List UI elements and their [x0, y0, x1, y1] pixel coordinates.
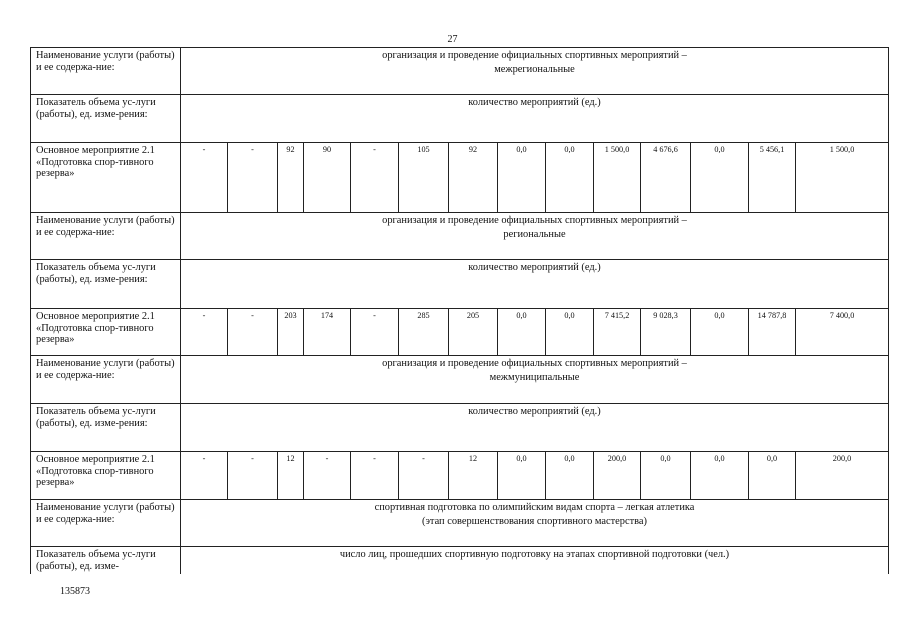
value-cell: - [399, 452, 449, 499]
indicator-label: Показатель объема ус-луги (работы), ед. изме- [31, 547, 181, 574]
value-cell: 203 [278, 309, 304, 355]
value-cell: - [304, 452, 351, 499]
service-name-row [31, 500, 888, 547]
service-name-label: Наименование услуги (работы) и ее содержа-ние: [31, 500, 181, 546]
value-cell: 285 [399, 309, 449, 355]
service-name-row [31, 356, 888, 404]
indicator-row [31, 547, 888, 574]
value-cell: 14 787,8 [749, 309, 796, 355]
value-cell: 1 500,0 [829, 145, 855, 154]
service-name-row [31, 213, 888, 260]
value-cell: - [351, 143, 399, 212]
services-table [30, 47, 889, 574]
value-cell: 92 [449, 143, 498, 212]
indicator-label: Показатель объема ус-луги (работы), ед. изме-рения: [31, 95, 181, 142]
value-cell: 5 456,1 [749, 143, 796, 212]
value-cell: - [351, 309, 399, 355]
service-name-label: Наименование услуги (работы) и ее содержа-ние: [31, 356, 181, 403]
value-cell: - [181, 309, 228, 355]
data-row [31, 452, 888, 500]
value-cell: 0,0 [691, 309, 749, 355]
page-number: 27 [447, 34, 458, 45]
indicator-label: Показатель объема ус-луги (работы), ед. изме-рения: [31, 260, 181, 308]
indicator-row [31, 260, 888, 309]
value-cell: 92 [278, 143, 304, 212]
value-cell: 1 500,0 [594, 143, 641, 212]
activity-label: Основное мероприятие 2.1 «Подготовка спор-тивного резерва» [31, 143, 181, 212]
indicator-value: число лиц, прошедших спортивную подготовку на этапах спортивной подготовки (чел.) [339, 549, 730, 560]
indicator-value: количество мероприятий (ед.) [468, 97, 601, 108]
value-cell: 0,0 [498, 452, 546, 499]
service-name-label: Наименование услуги (работы) и ее содержа-ние: [31, 213, 181, 259]
indicator-row [31, 95, 888, 143]
service-name-value: спортивная подготовка по олимпийским видам спорта – легкая атлетика (этап совершенствования спортивного мастерства) [374, 502, 695, 527]
value-cell: - [228, 452, 278, 499]
value-cell: 0,0 [749, 452, 796, 499]
service-name-value: организация и проведение официальных спортивных мероприятий – межрегиональные [382, 50, 687, 75]
value-cell: 0,0 [546, 309, 594, 355]
value-cell: 90 [304, 143, 351, 212]
value-cell: 7 400,0 [829, 311, 855, 320]
value-cell: 200,0 [832, 454, 852, 463]
value-cell: 0,0 [641, 452, 691, 499]
value-cell: 7 415,2 [594, 309, 641, 355]
service-name-value: организация и проведение официальных спортивных мероприятий – межмуниципальные [382, 358, 687, 383]
indicator-row [31, 404, 888, 452]
value-cell: 174 [304, 309, 351, 355]
activity-label: Основное мероприятие 2.1 «Подготовка спор-тивного резерва» [31, 309, 181, 355]
service-name-label: Наименование услуги (работы) и ее содержа-ние: [31, 48, 181, 94]
document-id: 135873 [60, 586, 90, 597]
indicator-value: количество мероприятий (ед.) [468, 406, 601, 417]
data-row [31, 309, 888, 356]
value-cell: 9 028,3 [641, 309, 691, 355]
value-cell: - [228, 143, 278, 212]
value-cell: 0,0 [498, 143, 546, 212]
value-cell: 12 [449, 452, 498, 499]
activity-label: Основное мероприятие 2.1 «Подготовка спор-тивного резерва» [31, 452, 181, 499]
indicator-label: Показатель объема ус-луги (работы), ед. изме-рения: [31, 404, 181, 451]
value-cell: - [351, 452, 399, 499]
value-cell: - [181, 452, 228, 499]
value-cell: 0,0 [498, 309, 546, 355]
value-cell: 0,0 [691, 452, 749, 499]
service-name-value: организация и проведение официальных спортивных мероприятий – региональные [382, 215, 687, 240]
data-row [31, 143, 888, 213]
value-cell: 0,0 [546, 452, 594, 499]
value-cell: 0,0 [691, 143, 749, 212]
value-cell: 4 676,6 [641, 143, 691, 212]
value-cell: 205 [449, 309, 498, 355]
value-cell: 105 [399, 143, 449, 212]
value-cell: - [228, 309, 278, 355]
indicator-value: количество мероприятий (ед.) [468, 262, 601, 273]
value-cell: 0,0 [546, 143, 594, 212]
service-name-row [31, 48, 888, 95]
value-cell: 200,0 [594, 452, 641, 499]
value-cell: - [181, 143, 228, 212]
value-cell: 12 [278, 452, 304, 499]
